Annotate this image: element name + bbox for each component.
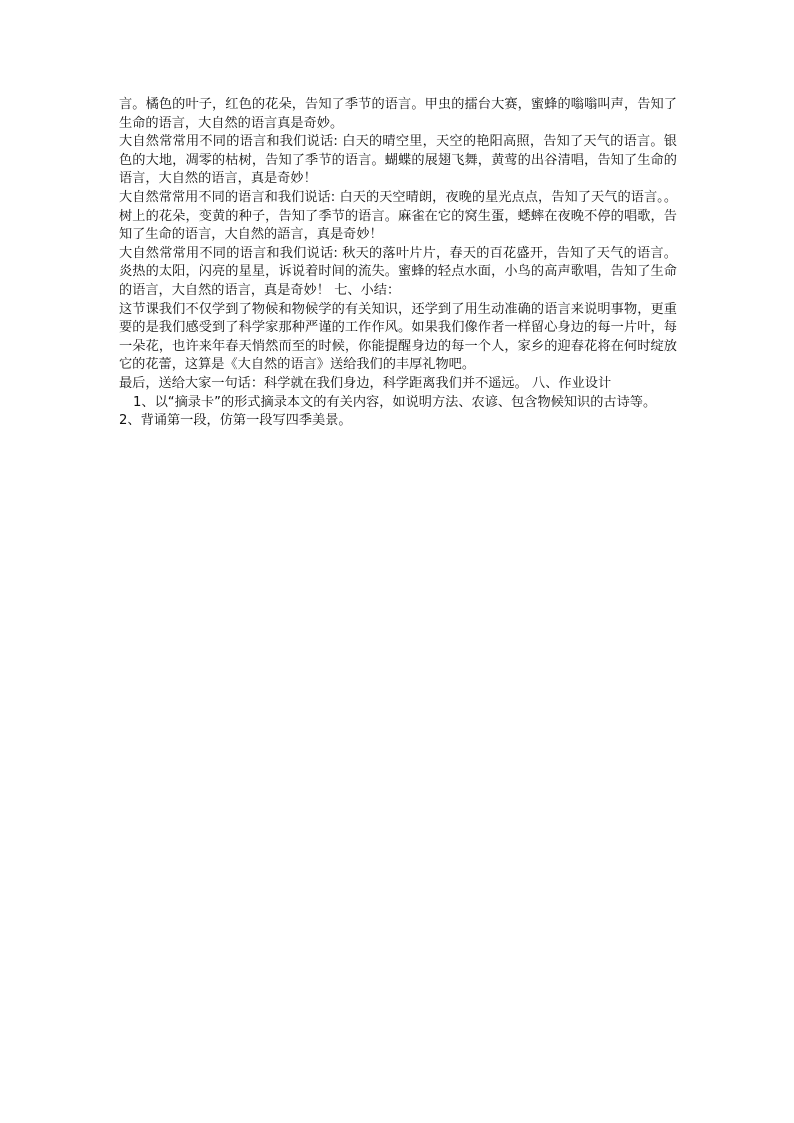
paragraph-starry-night: 大自然常常用不同的语言和我们说话: 白天的天空晴朗，夜晚的星光点点，告知了天气的语言。。树上的花朵，变黄的种子，告知了季节的语言。麻雀在它的窝生蛋，蟋蟀在夜晚不停的唱歌，告知了生命的语言，大自然的語言，真是奇妙！ [119,189,677,243]
paragraph-closing-quote: 最后，送给大家一句话：科学就在我们身边，科学距离我们并不遥远。 八、作业设计 [119,375,612,391]
paragraph-homework-item-2: 2、背诵第一段，仿第一段写四季美景。 [119,413,352,429]
paragraph-autumn-leaves-summary: 大自然常常用不同的语言和我们说话: 秋天的落叶片片，春天的百花盛开，告知了天气的语言。炎热的太阳，闪亮的星星，诉说着时间的流失。蜜蜂的轻点水面，小鸟的高声歌唱，告知了生命的语言，大自然的语言，真是奇妙！ 七、小结： [119,245,677,298]
paragraph-homework-item-1: 1、以“摘录卡”的形式摘录本文的有关内容，如说明方法、农谚、包含物候知识的古诗等。 [133,394,657,410]
paragraph-nature-language-intro: 言。橘色的叶子，红色的花朵，告知了季节的语言。甲虫的擂台大赛，蜜蜂的嗡嗡叫声，告知了生命的语言，大自然的语言真是奇妙。 [119,97,677,131]
paragraph-lesson-summary: 这节课我们不仅学到了物候和物候学的有关知识，还学到了用生动准确的语言来说明事物，更重要的是我们感受到了科学家那种严谨的工作作风。如果我们像作者一样留心身边的每一片叶，每一朵花，也许来年春天悄然而至的时候，你能提醒身边的每一个人，家乡的迎春花将在何时绽放它的花蕾，这算是《大自然的语言》送给我们的丰厚礼物吧。 [119,301,677,373]
paragraph-sunny-sky: 大自然常常用不同的语言和我们说话: 白天的晴空里，天空的艳阳高照，告知了天气的语言。银色的大地，凋零的枯树，告知了季节的语言。蝴蝶的展翅飞舞，黄莺的出谷清唱，告知了生命的语言，大自然的语言，真是奇妙！ [119,134,677,187]
document-body [119,96,677,431]
